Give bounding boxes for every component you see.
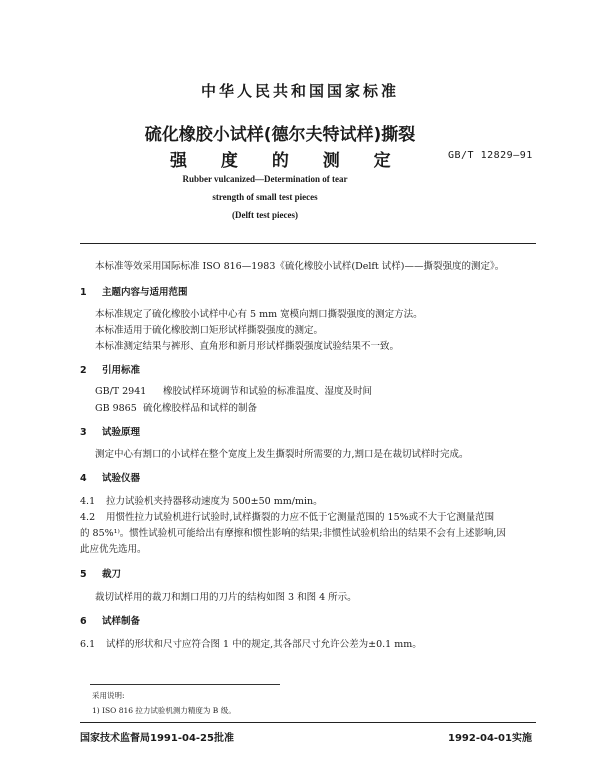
section-title: 试验原理 (102, 427, 141, 438)
section-title: 试验仪器 (102, 473, 141, 484)
section-title: 引用标准 (102, 365, 141, 376)
footnote-text: 1) ISO 816 拉力试验机测力精度为 B 级。 (92, 706, 236, 715)
reference-code: GB/T 2941 (95, 386, 147, 397)
clause-6-1 (80, 636, 422, 650)
reference-code: GB 9865 (95, 403, 137, 414)
clause-4-1 (80, 493, 323, 507)
reference-title: 橡胶试样环境调节和试验的标准温度、湿度及时间 (163, 386, 373, 397)
section-2-heading (80, 362, 140, 376)
clause-text: 用惯性拉力试验机进行试验时,试样撕裂的力应不低于它测量范围的 15%或不大于它测量范围 (106, 512, 495, 523)
english-title-line-2: strength of small test pieces (212, 192, 318, 202)
implementation-note: 1992-04-01实施 (448, 733, 532, 744)
header-rule (80, 243, 536, 244)
section-1-paragraph: 本标准测定结果与裤形、直角形和新月形试样撕裂强度试验结果不一致。 (95, 341, 400, 352)
clause-text: 拉力试验机夹持器移动速度为 500±50 mm/min。 (106, 496, 323, 507)
section-number: 3 (80, 427, 87, 438)
section-4-heading (80, 470, 140, 484)
section-title: 裁刀 (102, 569, 122, 580)
footnote-label: 采用说明: (92, 691, 125, 700)
section-3-paragraph: 测定中心有割口的小试样在整个宽度上发生撕裂时所需要的力,割口是在裁切试样时完成。 (95, 449, 469, 460)
section-3-heading (80, 424, 140, 438)
section-number: 6 (80, 616, 87, 627)
section-6-heading (80, 613, 140, 627)
section-title: 主题内容与适用范围 (102, 287, 188, 298)
approval-note: 国家技术监督局1991-04-25批准 (80, 733, 234, 744)
section-number: 4 (80, 473, 87, 484)
section-1-heading (80, 284, 188, 298)
intro-paragraph: 本标准等效采用国际标准 ISO 816—1983《硫化橡胶小试样(Delft 试样)——撕裂强度的测定》。 (95, 261, 505, 272)
english-title-line-1: Rubber vulcanized—Determination of tear (182, 174, 348, 184)
clause-text: 试样的形状和尺寸应符合图 1 中的规定,其各部尺寸允许公差为±0.1 mm。 (106, 639, 422, 650)
title-line-2: 强 度 的 测 定 (170, 151, 391, 171)
title-line-1: 硫化橡胶小试样(德尔夫特试样)撕裂 (144, 125, 416, 145)
clause-number: 6.1 (80, 639, 96, 650)
clause-4-2-line-3: 此应优先选用。 (80, 544, 147, 555)
section-title: 试样制备 (102, 616, 141, 627)
section-number: 1 (80, 287, 87, 298)
english-title-line-3: (Delft test pieces) (232, 210, 298, 220)
clause-4-2-line-2: 的 85%¹⁾。惯性试验机可能给出有摩擦和惯性影响的结果;非惯性试验机给出的结果不会有上述影响,因 (80, 528, 506, 539)
reference-title: 硫化橡胶样品和试样的制备 (143, 403, 258, 414)
reference-item (95, 400, 257, 414)
section-5-heading (80, 566, 121, 580)
section-number: 5 (80, 569, 87, 580)
clause-number: 4.1 (80, 496, 96, 507)
reference-item (95, 383, 372, 397)
standard-code: GB/T 12829—91 (448, 150, 533, 161)
section-1-paragraph: 本标准规定了硫化橡胶小试样中心有 5 mm 宽模向割口撕裂强度的测定方法。 (95, 309, 423, 320)
footer-rule (80, 722, 536, 723)
footnote-rule (90, 684, 280, 685)
standard-organization: 中华人民共和国国家标准 (200, 82, 399, 100)
section-5-paragraph: 裁切试样用的裁刀和割口用的刀片的结构如图 3 和图 4 所示。 (95, 592, 357, 603)
clause-number: 4.2 (80, 512, 96, 523)
section-1-paragraph: 本标准适用于硫化橡胶割口矩形试样撕裂强度的测定。 (95, 325, 324, 336)
clause-4-2 (80, 509, 494, 523)
section-number: 2 (80, 365, 87, 376)
